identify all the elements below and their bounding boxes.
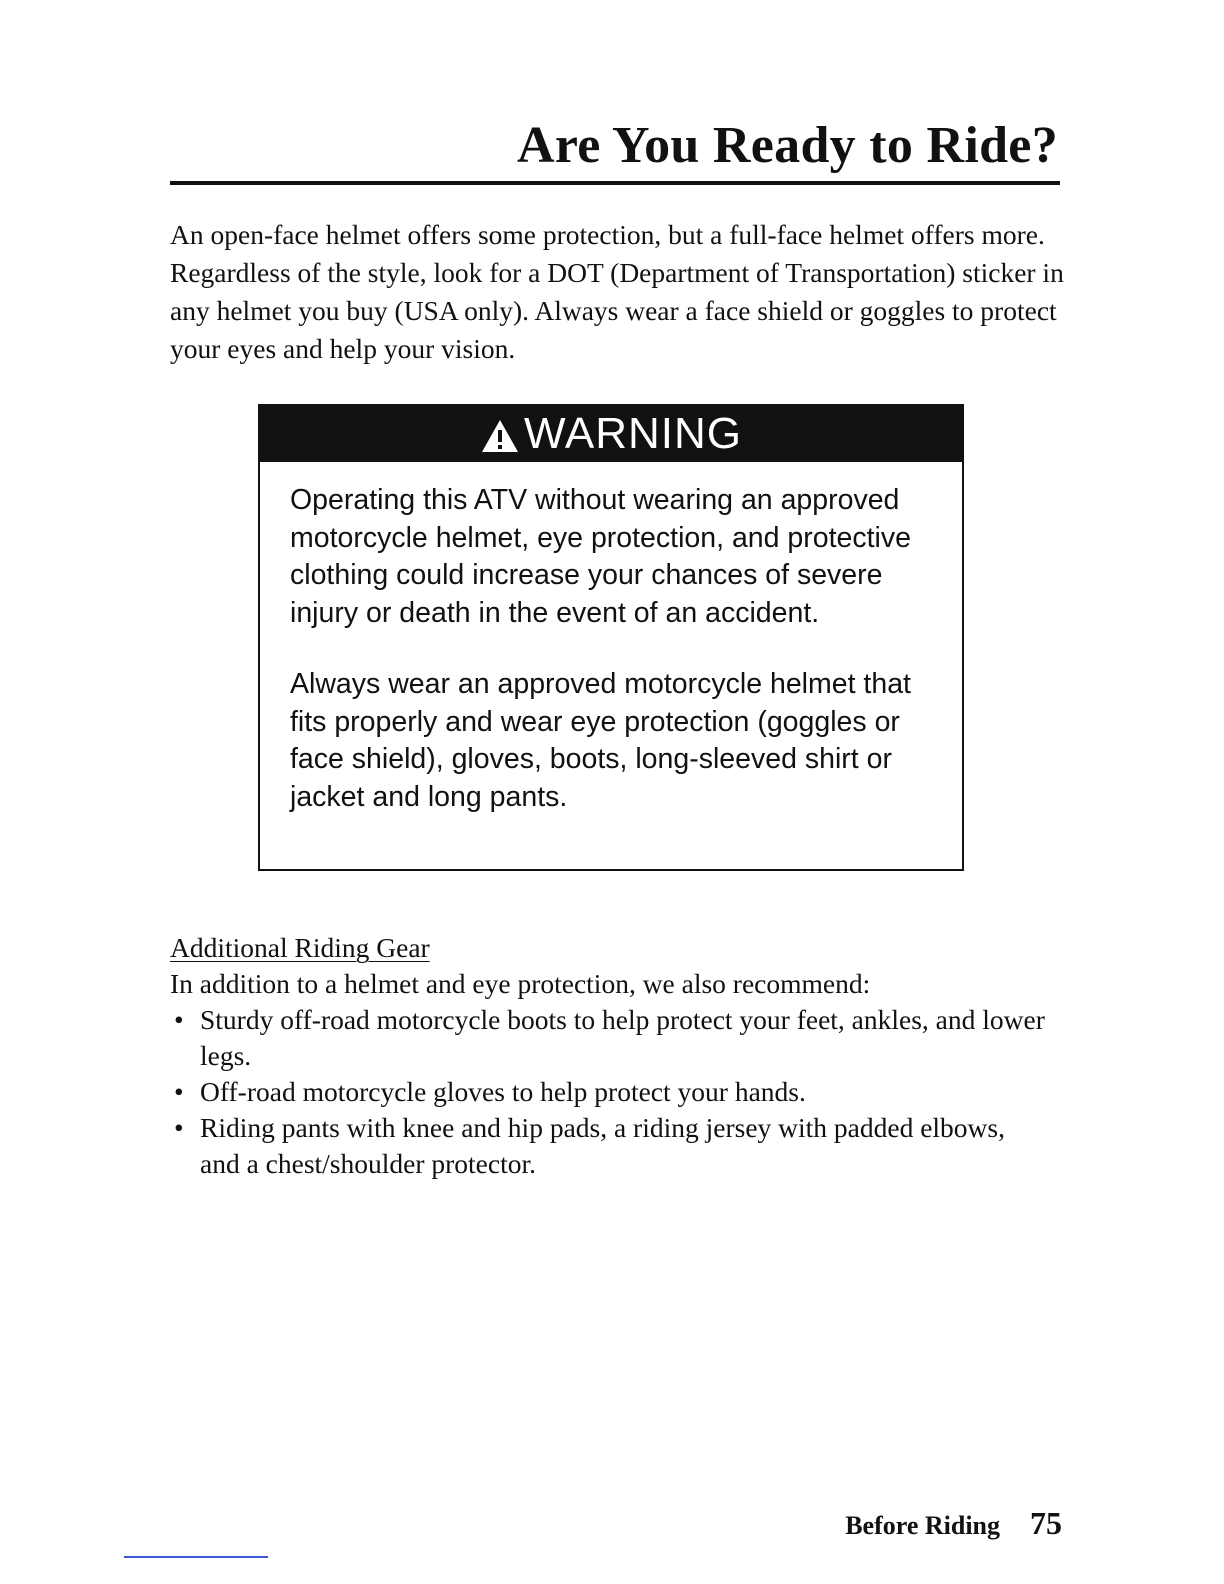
warning-label: WARNING [523,409,743,458]
intro-paragraph: An open-face helmet offers some protection, but a full-face helmet offers more. Regardless of the style, look for a DOT (Department of Transportation) sticker in any helmet you buy (USA only). Always wear a face shield or goggles to protect your eyes and help your vision. [170,219,1064,364]
list-item [170,1110,1050,1182]
bullet-icon: • [174,1076,184,1107]
list-item-text: Off-road motorcycle gloves to help protect your hands. [200,1076,806,1107]
warning-box [258,404,964,871]
warning-paragraph: Always wear an approved motorcycle helmet that fits properly and wear eye protection (goggles or face shield), gloves, boots, long-sleeved shirt or jacket and long pants. [290,668,911,813]
page-footer [800,1505,1062,1542]
section-heading: Additional Riding Gear [170,932,430,963]
gear-list [170,1002,1050,1182]
list-item-text: Riding pants with knee and hip pads, a riding jersey with padded elbows, and a chest/shoulder protector. [200,1112,1005,1179]
bottom-edge-mark [124,1556,268,1558]
list-item-text: Sturdy off-road motorcycle boots to help protect your feet, ankles, and lower legs. [200,1004,1045,1071]
bullet-icon: • [174,1112,184,1143]
footer-section-name: Before Riding [845,1511,1000,1540]
page-number: 75 [1030,1505,1062,1541]
title-rule [170,181,1060,185]
warning-header [260,406,962,462]
warning-triangle-icon [480,418,520,454]
list-item [170,1074,1050,1110]
page-title: Are You Ready to Ride? [516,117,1058,174]
warning-paragraph: Operating this ATV without wearing an approved motorcycle helmet, eye protection, and protective clothing could increase your chances of severe injury or death in the event of an accident. [290,484,911,629]
section-intro: In addition to a helmet and eye protection, we also recommend: [170,968,871,999]
warning-body [290,482,950,850]
bullet-icon: • [174,1004,184,1035]
list-item [170,1002,1050,1074]
